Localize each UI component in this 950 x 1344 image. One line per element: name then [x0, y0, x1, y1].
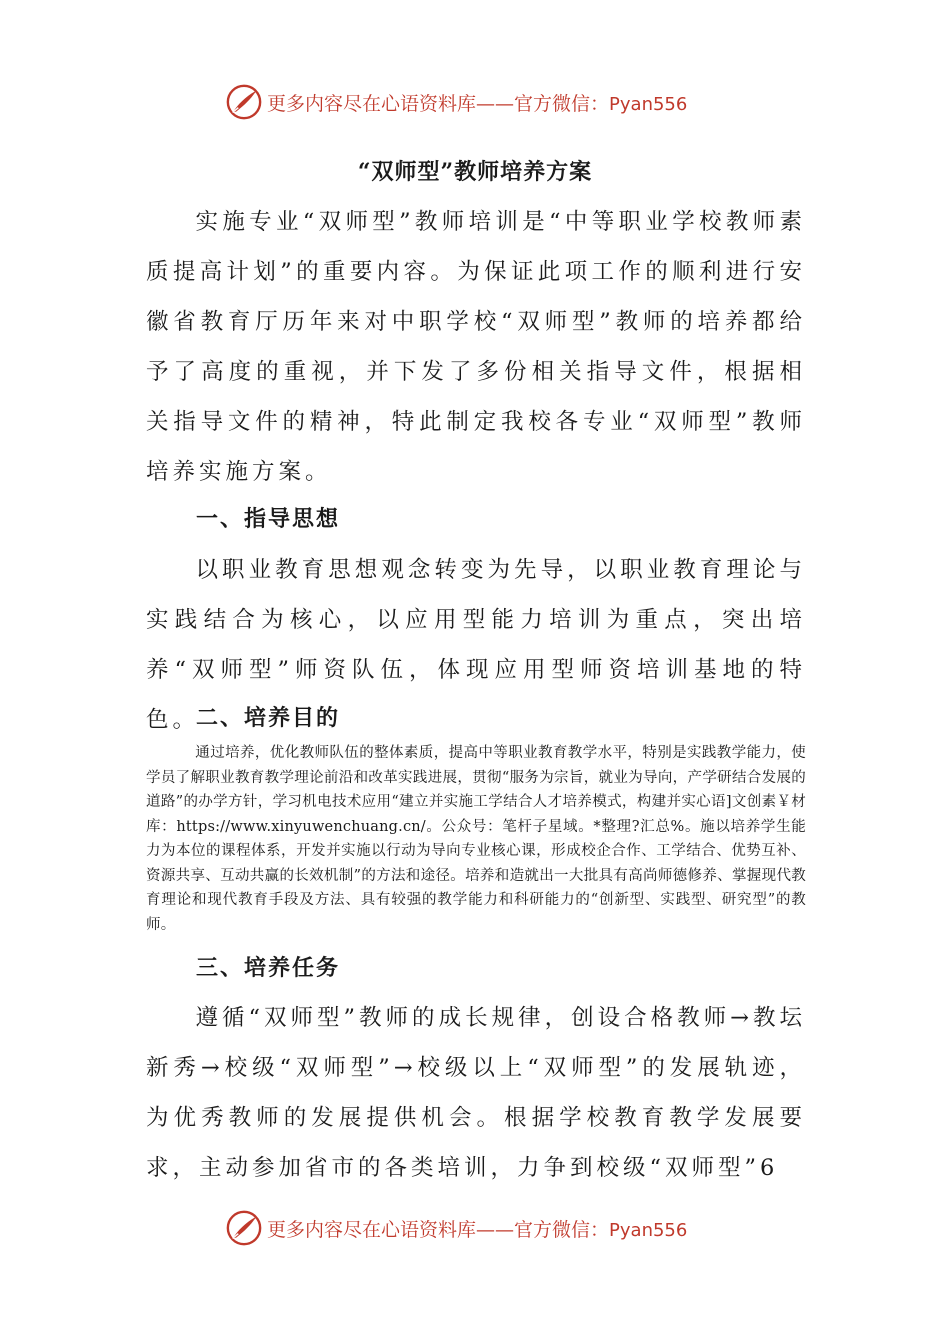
banner-text: 更多内容尽在心语资料库——官方微信：Pyan556: [267, 92, 688, 115]
section-body-2: 通过培养，优化教师队伍的整体素质，提高中等职业教育教学水平，特别是实践教学能力，使学员了解职业教育教学理论前沿和改革实践进展，贯彻“服务为宗旨，就业为导向，产学研结合发展的道路”的办学方针，学习机电技术应用“建立并实施工学结合人才培养模式，构建并实心语]文创素￥材库：https://www.xinyuwenchuang.cn/。公众号：笔杆子星域。*整理?汇总%。施以培养学生能力为本位的课程体系，开发并实施以行动为导向专业核心课，形成校企合作、工学结合、优势互补、资源共享、互动共赢的长效机制”的方法和途径。培养和造就出一大批具有高尚师德修养、掌握现代教育理论和现代教育手段及方法、具有较强的教学能力和科研能力的“创新型、实践型、研究型”的教师。: [146, 745, 806, 933]
banner-text: 更多内容尽在心语资料库——官方微信：Pyan556: [267, 1218, 688, 1241]
section-body-1: 以职业教育思想观念转变为先导，以职业教育理论与实践结合为核心，以应用型能力培训为重点，突出培养“双师型”师资队伍，体现应用型师资培训基地的特色。: [146, 557, 806, 733]
section-heading-2: 二、培养目的: [196, 705, 341, 731]
document-title: “双师型”教师培养方案: [357, 159, 593, 185]
section-body-3: 遵循“双师型”教师的成长规律，创设合格教师→教坛新秀→校级“双师型”→校级以上“双师型”的发展轨迹，为优秀教师的发展提供机会。根据学校教育教学发展要求，主动参加省市的各类培训，力争到校级“双师型”6: [146, 1005, 806, 1181]
quill-pen-logo-icon: [225, 1209, 263, 1247]
intro-paragraph: 实施专业“双师型”教师培训是“中等职业学校教师素质提高计划”的重要内容。为保证此项工作的顺利进行安徽省教育厅历年来对中职学校“双师型”教师的培养都给予了高度的重视，并下发了多份相关指导文件，根据相关指导文件的精神，特此制定我校各专业“双师型”教师培养实施方案。: [146, 209, 806, 485]
quill-pen-logo-icon: [225, 83, 263, 121]
footer-banner: [225, 1206, 725, 1250]
header-banner: [225, 80, 725, 124]
section-heading-3: 三、培养任务: [196, 955, 341, 981]
section-heading-1: 一、指导思想: [196, 506, 341, 532]
